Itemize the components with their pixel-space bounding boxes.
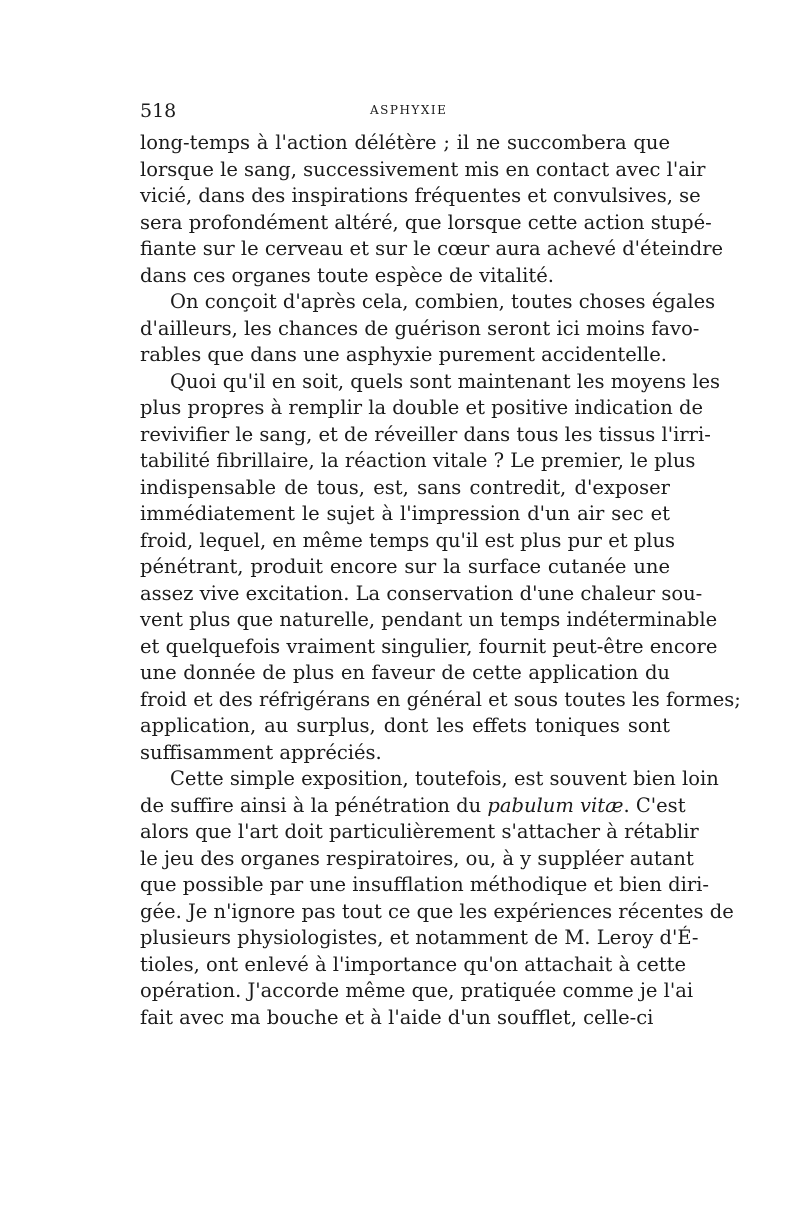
page-number: 518 <box>140 100 177 122</box>
text-line: tioles, ont enlevé à l'importance qu'on attachait à cette <box>140 952 687 976</box>
text-line: pénétrant, produit encore sur la surface cutanée une <box>140 555 670 578</box>
text-line: revivifier le sang, et de réveiller dans tous les tissus l'irri- <box>140 422 711 446</box>
running-head: ASPHYXIE <box>370 103 448 117</box>
text-line: une donnée de plus en faveur de cette application du <box>140 661 670 684</box>
text-line: application, au surplus, dont les effets toniques sont <box>140 714 670 737</box>
text-line: suffisamment appréciés. <box>140 740 382 764</box>
text-line: rables que dans une asphyxie purement accidentelle. <box>140 343 667 366</box>
text-line: froid et des réfrigérans en général et sous toutes les formes; <box>140 687 741 711</box>
text-line: immédiatement le sujet à l'impression d'un air sec et <box>140 502 670 525</box>
text-line: d'ailleurs, les chances de guérison seront ici moins favo- <box>140 316 700 340</box>
text-line: opération. J'accorde même que, pratiquée comme je l'ai <box>140 979 694 1002</box>
text-line: lorsque le sang, successivement mis en contact avec l'air <box>140 157 706 181</box>
text-line: indispensable de tous, est, sans contredit, d'exposer <box>140 475 670 499</box>
text-line: Cette simple exposition, toutefois, est souvent bien loin <box>170 767 719 790</box>
text-line: alors que l'art doit particulièrement s'attacher à rétablir <box>140 820 699 843</box>
text-line: de suffire ainsi à la pénétration du pabulum vitæ. C'est <box>140 793 686 817</box>
text-line: vicié, dans des inspirations fréquentes et convulsives, se <box>140 184 701 207</box>
paragraph <box>140 289 716 369</box>
text-line: gée. Je n'ignore pas tout ce que les expériences récentes de <box>140 899 734 923</box>
text-line: On conçoit d'après cela, combien, toutes choses égales <box>170 290 716 313</box>
text-line: et quelquefois vraiment singulier, fournit peut-être encore <box>140 634 718 658</box>
paragraph <box>140 369 741 767</box>
page-header <box>140 100 670 128</box>
text-line: Quoi qu'il en soit, quels sont maintenant les moyens les <box>170 369 721 393</box>
text-line: plusieurs physiologistes, et notamment de M. Leroy d'É- <box>140 926 699 949</box>
paragraph <box>140 766 734 1031</box>
text-line: assez vive excitation. La conservation d'une chaleur sou- <box>140 581 703 605</box>
text-line: le jeu des organes respiratoires, ou, à y suppléer autant <box>140 846 694 870</box>
body-text <box>140 130 741 1031</box>
text-line: dans ces organes toute espèce de vitalité. <box>140 263 554 287</box>
text-line: tabilité fibrillaire, la réaction vitale ? Le premier, le plus <box>140 449 696 472</box>
text-line: fiante sur le cerveau et sur le cœur aura achevé d'éteindre <box>140 237 724 260</box>
text-line: sera profondément altéré, que lorsque cette action stupé- <box>140 210 712 234</box>
text-line: long-temps à l'action délétère ; il ne succombera que <box>140 131 670 154</box>
text-line: froid, lequel, en même temps qu'il est plus pur et plus <box>140 528 676 552</box>
latin-phrase: pabulum vitæ <box>487 793 624 817</box>
text-line: que possible par une insufflation méthodique et bien diri- <box>140 873 709 896</box>
text-line: vent plus que naturelle, pendant un temps indéterminable <box>140 608 718 631</box>
text-line: fait avec ma bouche et à l'aide d'un soufflet, celle-ci <box>140 1005 654 1029</box>
paragraph <box>140 130 724 289</box>
text-line: plus propres à remplir la double et positive indication de <box>140 396 704 419</box>
